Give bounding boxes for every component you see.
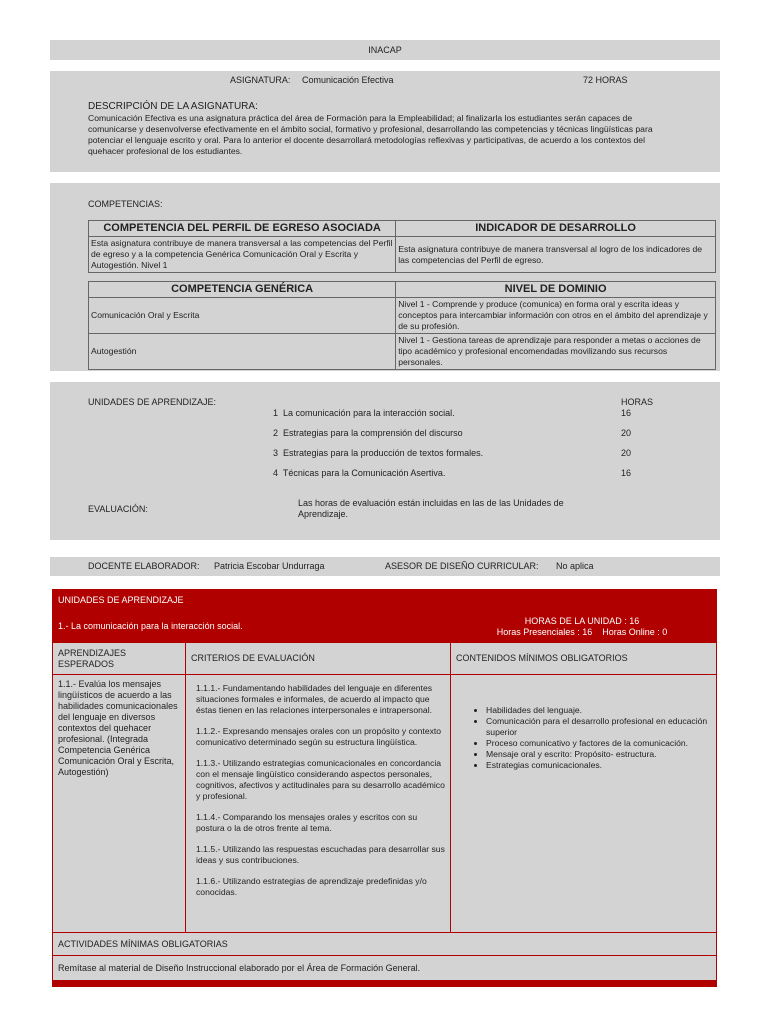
criterio-item: 1.1.1.- Fundamentando habilidades del lenguaje en diferentes situaciones formales e informales, de acuerdo al impacto que éstas tienen en las relaciones interpersonales e intrapersonal. — [196, 683, 433, 715]
list-item — [273, 408, 653, 428]
asignatura-name: Comunicación Efectiva — [302, 75, 394, 85]
unit-table — [52, 642, 717, 981]
presencial-hours: Horas Presenciales : 16 — [496, 627, 593, 637]
table-cell: Esta asignatura contribuye de manera transversal a las competencias del Perfil de egreso y a la competencia Genérica Comunicación Oral y Escrita y Autogestión. Nivel 1 — [89, 237, 396, 273]
competencias-section — [50, 183, 720, 371]
evaluacion-label: EVALUACIÓN: — [88, 504, 148, 514]
criterio-item: 1.1.5.- Utilizando las respuestas escuchadas para desarrollar sus ideas y sus contribuciones. — [196, 844, 445, 865]
description-title: DESCRIPCIÓN DE LA ASIGNATURA: — [88, 101, 258, 112]
actividades-text: Remítase al material de Diseño Instruccional elaborado por el Área de Formación General. — [53, 956, 717, 981]
criterio-item: 1.1.4.- Comparando los mensajes orales y escritos con su postura o la de otros frente al tema. — [196, 812, 418, 833]
col-header: INDICADOR DE DESARROLLO — [396, 221, 716, 237]
hours-label: HORAS — [621, 397, 654, 407]
unit-title: Estrategias para la comprensión del discurso — [283, 428, 463, 438]
list-item: • Estrategias comunicacionales. — [486, 760, 711, 771]
asignatura-section — [50, 71, 720, 172]
unit-hours: 20 — [621, 448, 632, 458]
unidades-section — [50, 382, 720, 540]
unit-hours: 16 — [621, 408, 632, 418]
asesor-label: ASESOR DE DISEÑO CURRICULAR: — [385, 561, 539, 571]
list-item — [273, 448, 653, 468]
unit-title: La comunicación para la interacción social. — [283, 408, 455, 418]
aprendizaje-cell: 1.1.- Evalúa los mensajes lingüísticos de acuerdo a las habilidades comunicacionales del lenguaje en diversos contextos del quehacer profesional. (Integrada Competencia Genérica Comunicación Oral y Escrita, Autogestión) — [53, 675, 186, 933]
unit-name: 1.- La comunicación para la interacción social. — [58, 621, 243, 631]
table-cell: Esta asignatura contribuye de manera transversal al logro de los indicadores de las competencias del Perfil de egreso. — [396, 237, 716, 273]
contenidos-cell — [451, 675, 717, 933]
perfil-egreso-table — [88, 220, 716, 273]
list-item — [273, 468, 653, 488]
unit-title: Estrategias para la producción de textos formales. — [283, 448, 484, 458]
unit-list — [273, 408, 653, 488]
col-header: COMPETENCIA DEL PERFIL DE EGRESO ASOCIADA — [89, 221, 396, 237]
description-text: Comunicación Efectiva es una asignatura práctica del área de Formación para la Empleabilidad; al finalizarla los estudiantes serán capaces de comunicarse y desenvolverse efectivamente en el ámbito social, formativo y profesional, desarrollando las competencias y técnicas lingüísticas para potenciar el lenguaje escrito y oral. Para lo anterior el docente desarrollará metodologías reflexivas y participativas, de acuerdo a los contextos del quehacer profesional de los estudiantes. — [88, 113, 653, 156]
criterio-item: 1.1.3.- Utilizando estrategias comunicacionales en concordancia con el mensaje lingüístico considerando aspectos personales, cognitivos, afectivos y actitudinales para su desarrollo académico y profesional. — [196, 758, 445, 801]
unit-section-title: UNIDADES DE APRENDIZAJE — [58, 595, 184, 605]
evaluacion-text: Las horas de evaluación están incluidas en las de las Unidades de Aprendizaje. — [298, 498, 564, 519]
criterio-item: 1.1.2.- Expresando mensajes orales con un propósito y contexto comunicativo determinado según su estructura lingüística. — [196, 726, 442, 747]
list-item — [273, 428, 653, 448]
unit-number: 2 — [273, 428, 279, 438]
asignatura-hours: 72 HORAS — [583, 75, 628, 85]
table-cell: Nivel 1 - Comprende y produce (comunica) en forma oral y escrita ideas y conceptos para intercambiar información con otros en el ámbito del aprendizaje y de su profesión. — [396, 298, 716, 334]
asesor-value: No aplica — [556, 561, 594, 571]
header-bar — [50, 40, 720, 60]
criterio-item: 1.1.6.- Utilizando estrategias de aprendizaje predefinidas y/o conocidas. — [196, 876, 427, 897]
list-item: • Proceso comunicativo y factores de la comunicación. — [486, 738, 711, 749]
col-header: APRENDIZAJES ESPERADOS — [53, 643, 186, 675]
list-item: • Mensaje oral y escrito: Propósito- estructura. — [486, 749, 711, 760]
contenidos-list — [456, 705, 711, 771]
table-cell: Comunicación Oral y Escrita — [89, 298, 396, 334]
actividades-title: ACTIVIDADES MÍNIMAS OBLIGATORIAS — [53, 933, 717, 956]
unidades-title: UNIDADES DE APRENDIZAJE: — [88, 397, 217, 407]
unit-number: 1 — [273, 408, 279, 418]
criterios-cell — [186, 675, 451, 933]
docente-name: Patricia Escobar Undurraga — [214, 561, 325, 571]
unit-number: 3 — [273, 448, 279, 458]
docente-label: DOCENTE ELABORADOR: — [88, 561, 200, 571]
list-item: • Comunicación para el desarrollo profesional en educación superior — [486, 716, 711, 738]
docente-section — [50, 557, 720, 576]
unit-title: Técnicas para la Comunicación Asertiva. — [282, 468, 446, 478]
col-header: COMPETENCIA GENÉRICA — [89, 282, 396, 298]
unit-hours: 20 — [621, 428, 632, 438]
col-header: NIVEL DE DOMINIO — [396, 282, 716, 298]
online-hours: Horas Online : 0 — [602, 627, 668, 637]
competencia-generica-table — [88, 281, 716, 370]
unit-hours: 16 — [621, 468, 632, 478]
unit-detail-section — [52, 589, 717, 987]
unit-total-hours: HORAS DE LA UNIDAD : 16 — [524, 616, 640, 626]
competencias-title: COMPETENCIAS: — [88, 199, 163, 209]
table-row — [89, 298, 716, 334]
table-cell: Nivel 1 - Gestiona tareas de aprendizaje para responder a metas o acciones de tipo académico y profesional encomendadas movilizando sus recursos personales. — [396, 334, 716, 370]
list-item: • Habilidades del lenguaje. — [486, 705, 711, 716]
col-header: CRITERIOS DE EVALUACIÓN — [186, 643, 451, 675]
col-header: CONTENIDOS MÍNIMOS OBLIGATORIOS — [451, 643, 717, 675]
table-row — [89, 334, 716, 370]
asignatura-label: ASIGNATURA: — [230, 75, 291, 85]
institution-title: INACAP — [368, 45, 402, 55]
unit-number: 4 — [273, 468, 279, 478]
unit-hours — [482, 616, 682, 638]
table-cell: Autogestión — [89, 334, 396, 370]
